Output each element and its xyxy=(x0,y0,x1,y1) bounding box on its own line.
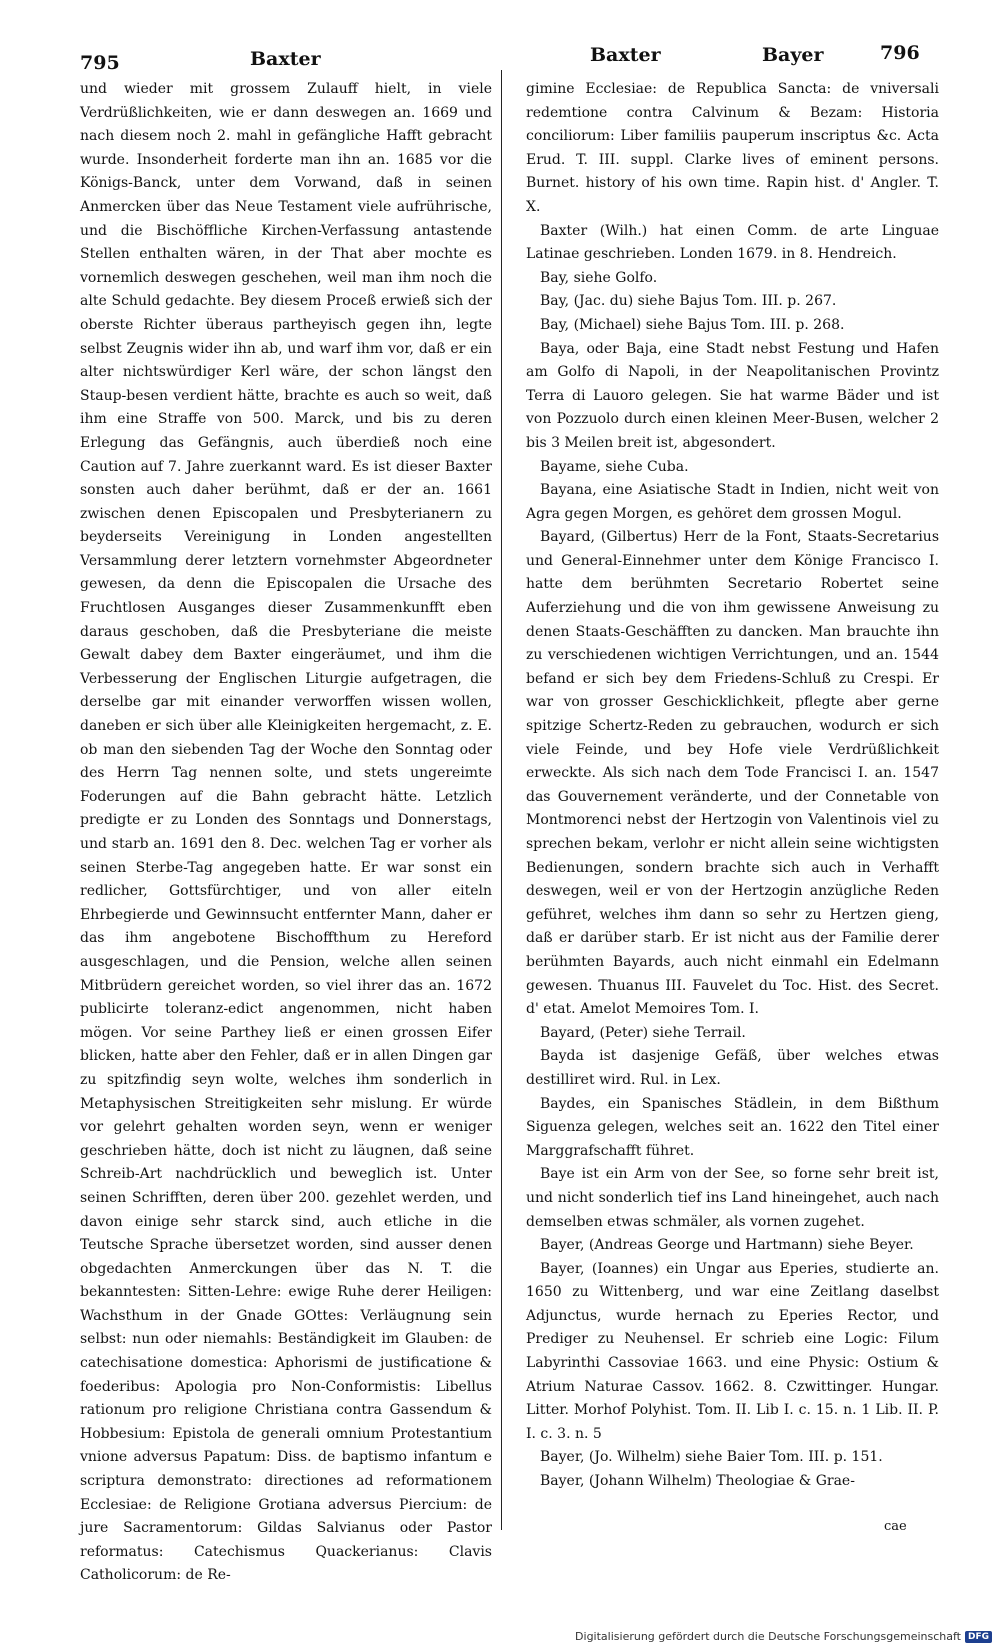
dfg-logo-icon: DFG xyxy=(965,1631,992,1643)
entry-bayer-jo-wilhelm: Bayer, (Jo. Wilhelm) siehe Baier Tom. III. p. 151. xyxy=(540,1449,883,1466)
entry-baxter-wilh: Baxter (Wilh.) hat einen Comm. de arte Linguae Latinae geschrieben. Londen 1679. in 8. Hendreich. xyxy=(526,222,939,263)
page-number-right: 796 xyxy=(880,42,920,64)
entry-bayer-andreas: Bayer, (Andreas George und Hartmann) siehe Beyer. xyxy=(540,1237,914,1254)
entry-bay-michael: Bay, (Michael) siehe Bajus Tom. III. p. 268. xyxy=(540,316,845,333)
right-paragraph: gimine Ecclesiae: de Republica Sancta: de vniversali redemtione contra Calvinum & Bezam: Historia conciliorum: Liber familiis pauperum inscriptus &c. Acta Erud. T. III. suppl. Clarke lives of eminent persons. Burnet. history of his own time. Rapin hist. d' Angler. T. X. xyxy=(526,81,939,215)
headword-left: Baxter xyxy=(250,48,321,70)
running-head xyxy=(0,36,1000,76)
entry-bayame: Bayame, siehe Cuba. xyxy=(540,458,689,475)
right-column xyxy=(526,78,939,1494)
entry-bayard-peter: Bayard, (Peter) siehe Terrail. xyxy=(540,1024,746,1041)
page-number-left: 795 xyxy=(80,52,120,74)
digitization-footer xyxy=(575,1630,992,1643)
entry-baya: Baya, oder Baja, eine Stadt nebst Festung und Hafen am Golfo di Napoli, in der Neapolitanischen Provintz Terra di Lauoro gelegen. Sie hat warme Bäder und ist von Pozzuolo durch einen kleinen Meer-Busen, welcher 2 bis 3 Meilen breit ist, abgesondert. xyxy=(526,340,939,451)
entry-bayer-johann-wilhelm: Bayer, (Johann Wilhelm) Theologiae & Grae- xyxy=(540,1473,855,1490)
column-divider xyxy=(501,70,502,1530)
headword-right: Bayer xyxy=(762,44,824,66)
entry-bay-jac: Bay, (Jac. du) siehe Bajus Tom. III. p. 267. xyxy=(540,293,837,310)
left-column xyxy=(80,78,492,1588)
entry-baydes: Baydes, ein Spanisches Städlein, in dem Bißthum Siguenza gelegen, welches seit an. 1622 den Titel einer Marggrafschafft führet. xyxy=(526,1095,939,1159)
entry-bayer-ioannes: Bayer, (Ioannes) ein Ungar aus Eperies, studierte an. 1650 zu Wittenberg, und war eine Zeitlang daselbst Adjunctus, wurde hernach zu Eperies Rector, und Prediger zu Neuhensel. Er schrieb eine Logic: Filum Labyrinthi Cassoviae 1663. und eine Physic: Ostium & Atrium Naturae Cassov. 1662. 8. Czwittinger. Hungar. Litter. Morhof Polyhist. Tom. II. Lib I. c. 15. n. 1 Lib. II. P. I. c. 3. n. 5 xyxy=(526,1260,939,1442)
entry-bay: Bay, siehe Golfo. xyxy=(540,269,658,286)
entry-bayana: Bayana, eine Asiatische Stadt in Indien, nicht weit von Agra gegen Morgen, es gehöret dem grossen Mogul. xyxy=(526,482,939,522)
entry-bayard-gilbertus: Bayard, (Gilbertus) Herr de la Font, Staats-Secretarius und General-Einnehmer unter dem Könige Francisco I. hatte dem berühmten Secretario Robertet seine Auferziehung und die von ihm gewissene Anweisung zu denen Staats-Geschäfften zu dancken. Man brauchte ihn zu verschiedenen wichtigen Verrichtungen, und an. 1544 befand er sich bey dem Friedens-Schluß zu Crespi. Er war von grosser Geschicklichkeit, pflegte aber gerne spitzige Schertz-Reden zu gebrauchen, wodurch er sich viele Feinde, und bey Hofe viele Verdrüßlichkeit erweckte. Als sich nach dem Tode Francisci I. an. 1547 das Gouvernement veränderte, und der Connetable von Montmorenci nebst der Hertzogin von Valentinois viel zu sprechen bekam, verlohr er nicht allein seine wichtigsten Bedienungen, sondern brachte sich auch in Verhafft deswegen, weil er von der Hertzogin anzügliche Reden geführet, welches ihm dann so sehr zu Hertzen gieng, daß er darüber starb. Er ist nicht aus der Familie derer berühmten Bayards, auch nicht einmahl ein Edelmann gewesen. Thuanus III. Fauvelet du Toc. Hist. des Secret. d' etat. Amelot Memoires Tom. I. xyxy=(526,529,939,1018)
entry-baye: Baye ist ein Arm von der See, so forne sehr breit ist, und nicht sonderlich tief ins Land hineingehet, auch nach demselben etwas schmäler, als vornen zugehet. xyxy=(526,1166,939,1230)
entry-bayda: Bayda ist dasjenige Gefäß, über welches etwas destilliret wird. Rul. in Lex. xyxy=(526,1048,939,1088)
headword-middle: Baxter xyxy=(590,44,661,66)
footer-text: Digitalisierung gefördert durch die Deutsche Forschungsgemeinschaft xyxy=(575,1630,961,1643)
catchword: cae xyxy=(884,1519,907,1534)
left-paragraph: und wieder mit grossem Zulauff hielt, in viele Verdrüßlichkeiten, wie er dann deswegen an. 1669 und nach diesem noch 2. mahl in gefängliche Hafft gebracht wurde. Insonderheit forderte man ihn an. 1685 vor die Königs-Banck, unter dem Vorwand, daß in seinen Anmercken über das Neue Testament viele aufrührische, und die Bischöffliche Kirchen-Verfassung antastende Stellen enthalten wären, in der That aber mochte es vornemlich deswegen geschehen, weil man ihm noch die alte Schuld gedachte. Bey diesem Proceß erwieß sich der oberste Richter überaus partheyisch gegen ihn, legte selbst Zeugnis wider ihn ab, und warf ihm vor, daß er ein alter nichtswürdiger Kerl wäre, der schon längst den Staup-besen verdient hätte, brachte es auch so weit, daß ihm eine Straffe von 500. Marck, und bis zu deren Erlegung das Gefängnis, auch überdieß noch eine Caution auf 7. Jahre zuerkannt ward. Es ist dieser Baxter sonsten auch daher berühmt, daß er der an. 1661 zwischen denen Episcopalen und Presbyterianern zu beyderseits Vereinigung in Londen angestellten Versammlung derer letztern vornehmster Abgeordneter gewesen, da denn die Episcopalen die Ursache des Fruchtlosen Ausganges dieser Zusammenkunfft eben daraus geschoben, daß die Presbyteriane die meiste Gewalt dabey dem Baxter eingeräumet, und ihm die Verbesserung der Englischen Liturgie aufgetragen, die derselbe gar mit einander verworffen wissen wollen, daneben er sich über alle Kleinigkeiten hergemacht, z. E. ob man den siebenden Tag der Woche den Sonntag oder des Herrn Tag nennen solte, und stets ungereimte Foderungen auf die Bahn gebracht hätte. Letzlich predigte er zu Londen des Sonntags und Donnerstags, und starb an. 1691 den 8. Dec. welchen Tag er vorher als seinen Sterbe-Tag angegeben hatte. Er war sonst ein redlicher, Gottsfürchtiger, und von aller eiteln Ehrbegierde und Gewinnsucht entfernter Mann, daher er das ihm angebotene Bischoffthum zu Hereford ausgeschlagen, und die Pension, welche allen seinen Mitbrüdern gereichet worden, so viel ihrer das an. 1672 publicirte toleranz-edict angenommen, nicht haben mögen. Vor seine Parthey ließ er einen grossen Eifer blicken, hatte aber den Fehler, daß er in allen Dingen gar zu spitzfindig seyn wolte, welches ihm sonderlich in Metaphysischen Streitigkeiten sehr mislung. Er würde vor gelehrt gehalten worden seyn, wenn er weniger geschrieben hätte, doch ist nicht zu läugnen, daß seine Schreib-Art nachdrücklich und beweglich ist. Unter seinen Schrifften, deren über 200. gezehlet werden, und davon einige sehr starck sind, auch etliche in die Teutsche Sprache übersetzet worden, sind ausser denen obgedachten Anmerckungen über das N. T. die bekanntesten: Sitten-Lehre: ewige Ruhe derer Heiligen: Wachsthum in der Gnade GOttes: Verläugnung sein selbst: nun oder niemahls: Beständigkeit im Glauben: de catechisatione domestica: Aphorismi de justificatione & foederibus: Apologia pro Non-Conformistis: Libellus rationum pro religione Christiana contra Gassendum & Hobbesium: Epistola de generali omnium Protestantium vnione adversus Papatum: Diss. de baptismo infantum e scriptura demonstrato: directiones ad reformationem Ecclesiae: de Religione Grotiana adversus Piercium: de jure Sacramentorum: Gildas Salvianus oder Pastor reformatus: Catechismus Quackerianus: Clavis Catholicorum: de Re- xyxy=(80,81,492,1584)
